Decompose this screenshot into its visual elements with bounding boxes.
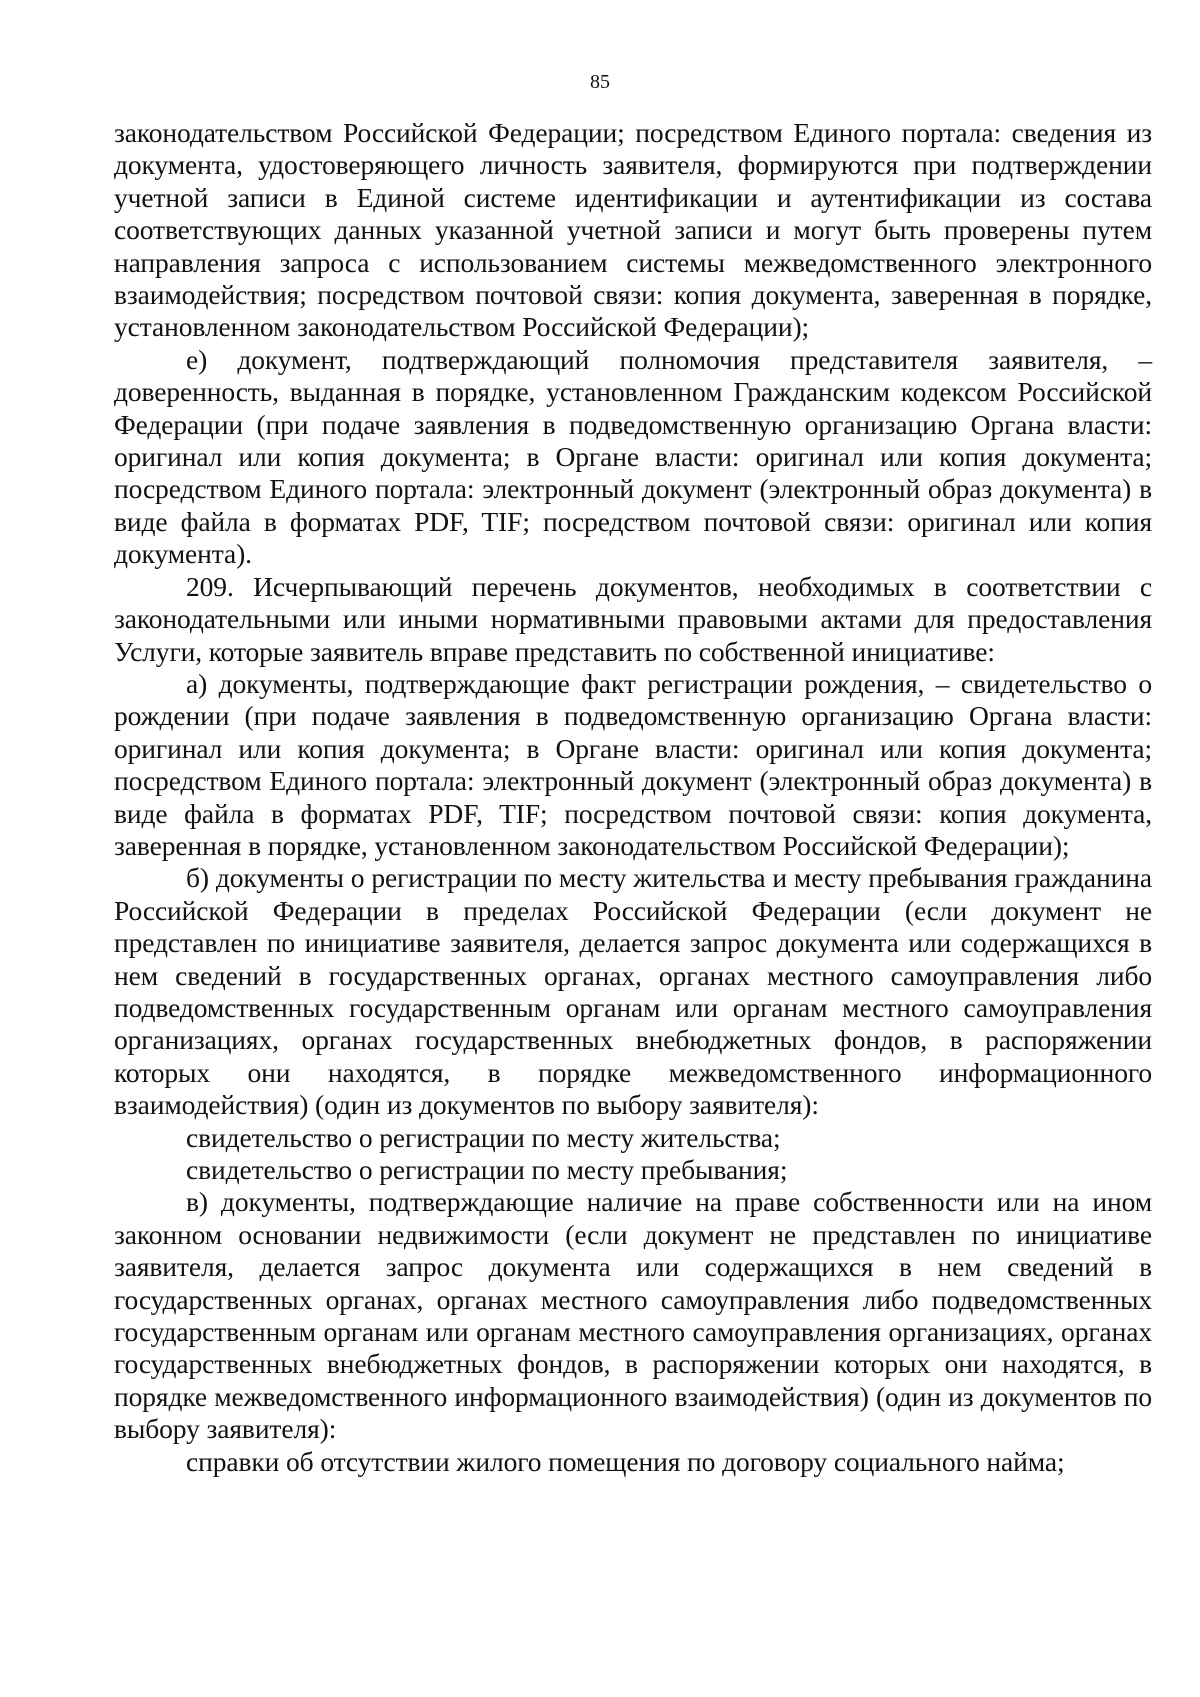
paragraph: в) документы, подтверждающие наличие на праве собственности или на ином законном основании недвижимости (если документ не представлен по инициативе заявителя, делается запрос документа или содержащихся в нем сведений в государственных органах, органах местного самоуправления либо подведомственных государственным органам или органам местного самоуправления организациях, органах государственных внебюджетных фондов, в распоряжении которых они находятся, в порядке межведомственного информационного взаимодействия) (один из документов по выбору заявителя):: [114, 1186, 1152, 1445]
paragraph: б) документы о регистрации по месту жительства и месту пребывания гражданина Российской Федерации в пределах Российской Федерации (если документ не представлен по инициативе заявителя, делается запрос документа или содержащихся в нем сведений в государственных органах, органах местного самоуправления либо подведомственных государственным органам или органам местного самоуправления организациях, органах государственных внебюджетных фондов, в распоряжении которых они находятся, в порядке межведомственного информационного взаимодействия) (один из документов по выбору заявителя):: [114, 862, 1152, 1121]
paragraph: 209. Исчерпывающий перечень документов, необходимых в соответствии с законодательными или иными нормативными правовыми актами для предоставления Услуги, которые заявитель вправе представить по собственной инициативе:: [114, 570, 1152, 667]
paragraph: а) документы, подтверждающие факт регистрации рождения, – свидетельство о рождении (при подаче заявления в подведомственную организацию Органа власти: оригинал или копия документа; в Органе власти: оригинал или копия документа; посредством Единого портала: электронный документ (электронный образ документа) в виде файла в форматах PDF, TIF; посредством почтовой связи: копия документа, заверенная в порядке, установленном законодательством Российской Федерации);: [114, 667, 1152, 861]
paragraph: справки об отсутствии жилого помещения по договору социального найма;: [186, 1445, 1065, 1477]
body-text: [114, 117, 1152, 1478]
paragraph: законодательством Российской Федерации; посредством Единого портала: сведения из документа, удостоверяющего личность заявителя, формируются при подтверждении учетной записи в Единой системе идентификации и аутентификации из состава соответствующих данных указанной учетной записи и могут быть проверены путем направления запроса с использованием системы межведомственного электронного взаимодействия; посредством почтовой связи: копия документа, заверенная в порядке, установленном законодательством Российской Федерации);: [114, 117, 1152, 343]
paragraph: свидетельство о регистрации по месту пребывания;: [186, 1154, 788, 1185]
paragraph: свидетельство о регистрации по месту жительства;: [186, 1121, 781, 1153]
paragraph: е) документ, подтверждающий полномочия представителя заявителя, – доверенность, выданная в порядке, установленном Гражданским кодексом Российской Федерации (при подаче заявления в подведомственную организацию Органа власти: оригинал или копия документа; в Органе власти: оригинал или копия документа; посредством Единого портала: электронный документ (электронный образ документа) в виде файла в форматах PDF, TIF; посредством почтовой связи: оригинал или копия документа).: [114, 343, 1152, 570]
page-number: 85: [590, 71, 610, 93]
